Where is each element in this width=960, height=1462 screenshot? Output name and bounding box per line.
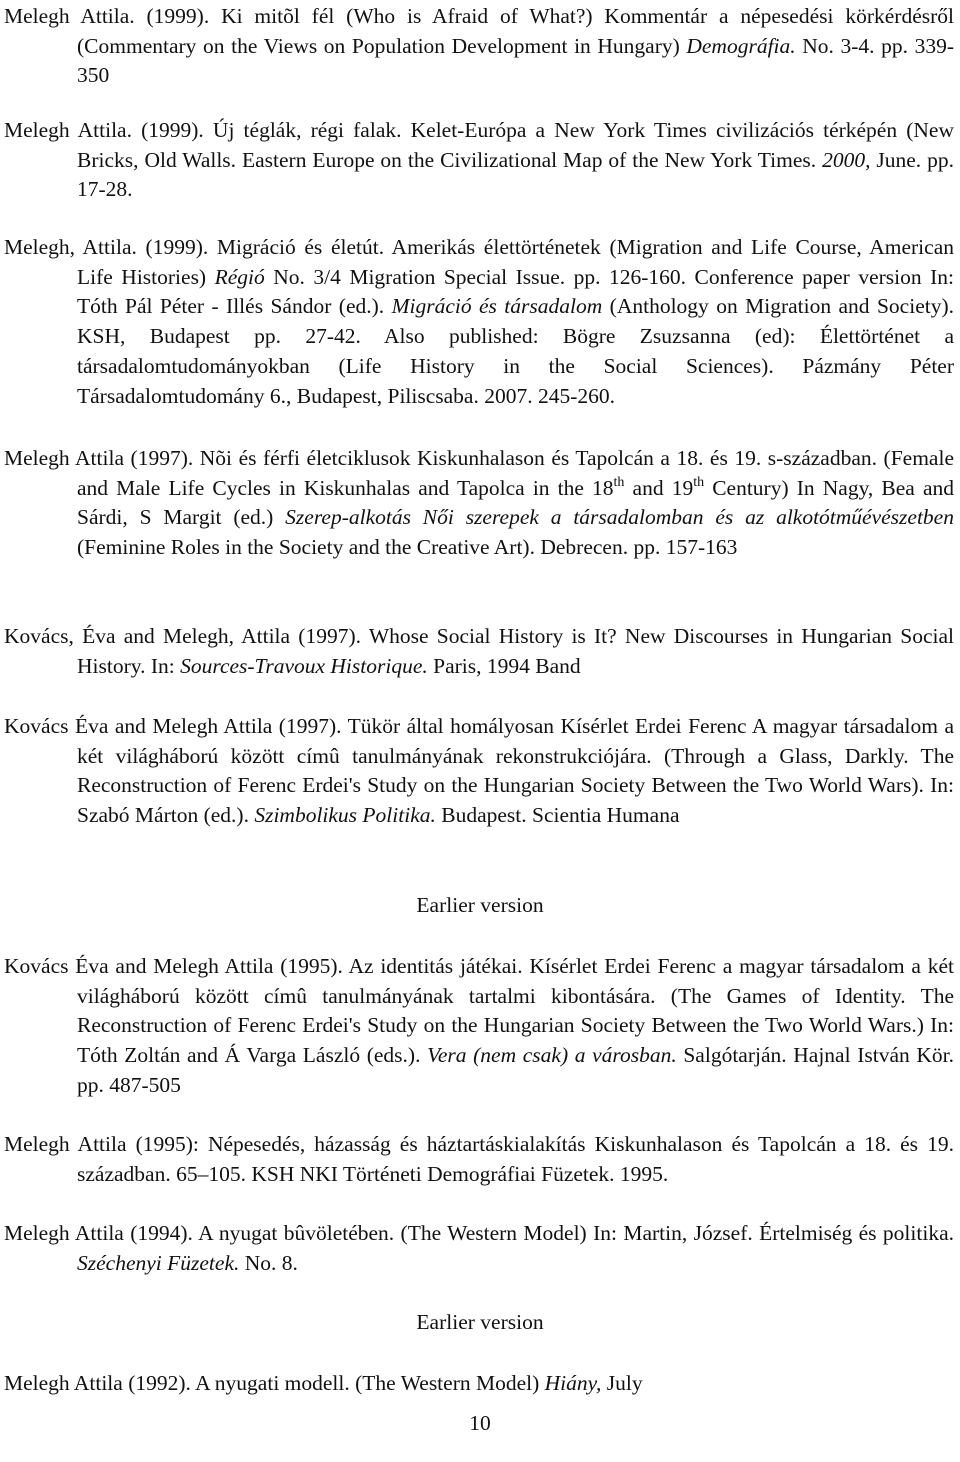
bibliography-entry bbox=[4, 116, 954, 205]
italic-title: Migráció és társadalom bbox=[391, 294, 603, 319]
entry-text: Melegh Attila (1997). Nõi és férfi életciklusok Kiskunhalason és Tapolcán a 18. és 19. s-században. (Female and Male Life Cycles in Kiskunhalas and Tapolca in the 18 bbox=[4, 446, 954, 500]
italic-title: Demográfia. bbox=[686, 33, 796, 58]
page-number: 10 bbox=[469, 1411, 491, 1435]
bibliography-entry bbox=[4, 1369, 954, 1399]
entry-text: Melegh Attila. (1999). Új téglák, régi falak. Kelet-Európa a New York Times civilizációs térképén (New Bricks, Old Walls. Eastern Europe on the Civilizational Map of the New York Times. bbox=[4, 118, 954, 172]
entry-text: Salgótarján. Hajnal István Kör. pp. 487-505 bbox=[77, 1043, 954, 1097]
bibliography-entry bbox=[4, 1130, 954, 1189]
entry-text: Melegh, Attila. (1999). Migráció és életút. Amerikás élettörténetek (Migration and Life Course, American Life Histories) bbox=[4, 235, 954, 289]
bibliography-entry bbox=[4, 233, 954, 411]
entry-text: July bbox=[601, 1371, 643, 1395]
italic-title: Szerep-alkotás Női szerepek a társadalomban és az alkotótműévészetben bbox=[285, 505, 954, 530]
entry-text: Melegh Attila (1994). A nyugat bûvöletében. (The Western Model) In: Martin, József. Értelmiség és politika. bbox=[4, 1221, 954, 1245]
superscript: th bbox=[613, 474, 625, 490]
bibliography-entry bbox=[4, 1219, 954, 1278]
entry-text: (Anthology on Migration and Society). KSH, Budapest pp. 27-42. Also published: Bögre Zsuzsanna (ed): Élettörténet a társadalomtudományokban (Life History in the Social Sciences). Pázmány Péter Társadalomtudomány 6., Budapest, Piliscsaba. 2007. 245-260. bbox=[77, 294, 954, 408]
entry-text: Melegh Attila (1995): Népesedés, házasság és háztartáskialakítás Kiskunhalason és Tapolcán a 18. és 19. században. 65–105. KSH NKI Történeti Demográfiai Füzetek. 1995. bbox=[4, 1132, 954, 1186]
entry-text: Kovács Éva and Melegh Attila (1995). Az identitás játékai. Kísérlet Erdei Ferenc a magyar társadalom a két világháború között címû tanulmányának tartalmi kibontására. (The Games of Identity. The Reconstruction of Ferenc Erdei's Study on the Hungarian Society Between the Two World Wars.) In: Tóth Zoltán and Á Varga László (eds.). bbox=[4, 954, 954, 1068]
bibliography-entry bbox=[4, 2, 954, 91]
italic-title: 2000, bbox=[822, 147, 871, 172]
bibliography-entry bbox=[4, 444, 954, 563]
entry-text: Kovács, Éva and Melegh, Attila (1997). Whose Social History is It? New Discourses in Hungarian Social History. In: bbox=[4, 624, 954, 678]
entry-text: Kovács Éva and Melegh Attila (1997). Tükör által homályosan Kísérlet Erdei Ferenc A magyar társadalom a két világháború között címû tanulmányának rekonstrukciójára. (Through a Glass, Darkly. The Reconstruction of Ferenc Erdei's Study on the Hungarian Society Between the Two World Wars). In: Szabó Márton (ed.). bbox=[4, 714, 954, 828]
italic-title: Vera (nem csak) a városban. bbox=[427, 1043, 677, 1068]
entry-text: and 19 bbox=[624, 475, 694, 500]
entry-text: June. pp. 17-28. bbox=[77, 147, 954, 202]
bibliography-entry bbox=[4, 952, 954, 1101]
entry-text: Budapest. Scientia Humana bbox=[435, 803, 680, 828]
entry-text: Melegh Attila. (1999). Ki mitõl fél (Who is Afraid of What?) Kommentár a népesedési körkérdésről (Commentary on the Views on Population Development in Hungary) bbox=[4, 4, 954, 58]
entry-text: Paris, 1994 Band bbox=[427, 653, 581, 678]
entry-text: Melegh Attila (1992). A nyugati modell. (The Western Model) bbox=[4, 1371, 545, 1395]
entry-text: No. 3/4 Migration Special Issue. pp. 126-160. Conference paper version In: Tóth Pál Péter - Illés Sándor (ed.). bbox=[77, 264, 955, 319]
entry-text: Century) In Nagy, Bea and Sárdi, S Margit (ed.) bbox=[77, 475, 954, 530]
entry-text: No. 3-4. pp. 339-350 bbox=[77, 33, 954, 88]
italic-title: Sources-Travoux Historique. bbox=[180, 653, 428, 678]
entry-text: (Feminine Roles in the Society and the Creative Art). Debrecen. pp. 157-163 bbox=[77, 535, 738, 560]
bibliography-entry bbox=[4, 712, 954, 831]
bibliography-entry bbox=[4, 622, 954, 681]
italic-title: Régió bbox=[214, 264, 265, 289]
superscript: th bbox=[693, 474, 705, 490]
italic-title: Szimbolikus Politika. bbox=[254, 803, 436, 828]
section-heading: Earlier version bbox=[416, 893, 544, 917]
italic-title: Hiány, bbox=[544, 1371, 602, 1395]
section-heading: Earlier version bbox=[416, 1310, 544, 1334]
italic-title: Széchenyi Füzetek. bbox=[77, 1250, 240, 1275]
entry-text: No. 8. bbox=[239, 1250, 298, 1275]
